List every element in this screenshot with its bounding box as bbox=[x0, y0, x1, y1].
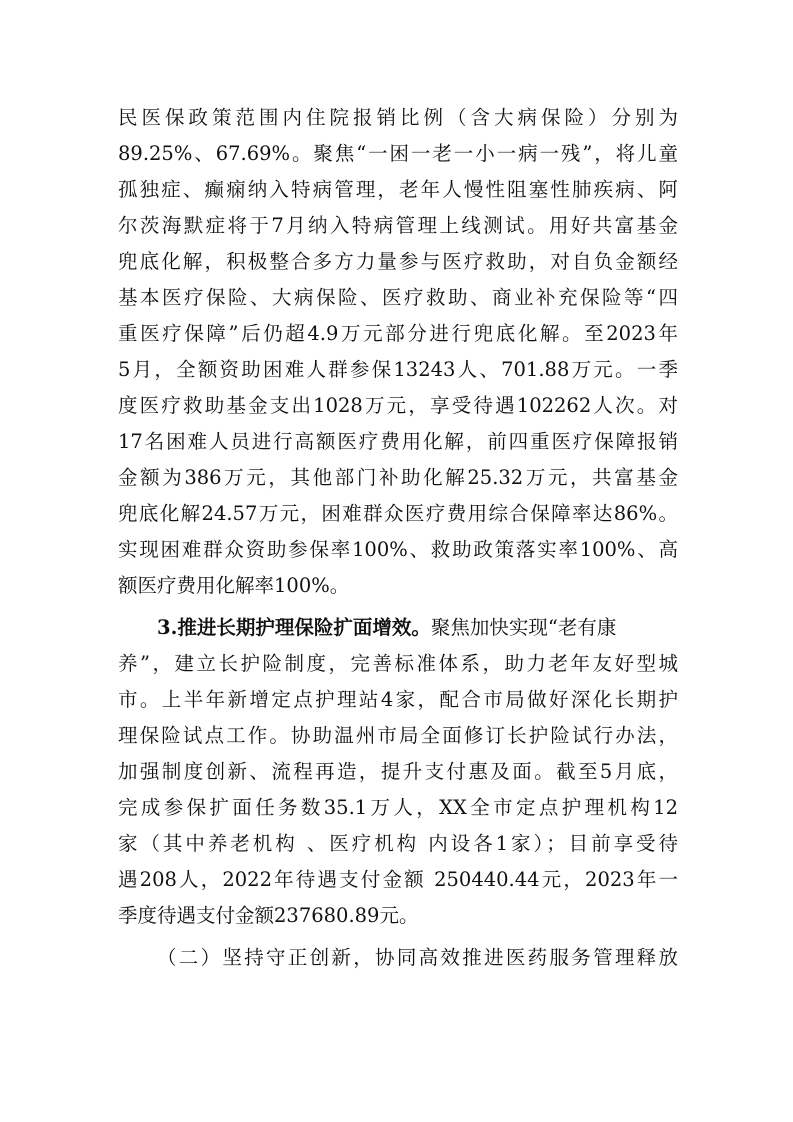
text-span: 聚焦加快实现“老有康 bbox=[430, 616, 617, 639]
paragraph-first-line bbox=[157, 616, 678, 640]
text-line: 民医保政策范围内住院报销比例（含大病保险）分别为 bbox=[118, 106, 678, 129]
section-heading: （二）坚持守正创新，协同高效推进医药服务管理释放 bbox=[157, 946, 678, 969]
text-line: 额医疗费用化解率100%。 bbox=[118, 574, 350, 597]
text-line: 实现困难群众资助参保率100%、救助政策落实率100%、高 bbox=[118, 538, 678, 561]
text-line: 季度待遇支付金额237680.89元。 bbox=[118, 904, 419, 927]
text-line: 17名困难人员进行高额医疗费用化解，前四重医疗保障报销 bbox=[118, 430, 678, 453]
text-line: 度医疗救助基金支出1028万元，享受待遇102262人次。对 bbox=[118, 394, 678, 417]
text-line: 完成参保扩面任务数35.1万人，XX全市定点护理机构12 bbox=[118, 796, 678, 819]
text-line: 市。上半年新增定点护理站4家，配合市局做好深化长期护 bbox=[118, 688, 678, 711]
text-line: 家（其中养老机构 、医疗机构 内设各1家）；目前享受待 bbox=[118, 832, 678, 855]
text-line: 养”，建立长护险制度，完善标准体系，助力老年友好型城 bbox=[118, 652, 678, 675]
text-line: 尔茨海默症将于7月纳入特病管理上线测试。用好共富基金 bbox=[118, 214, 678, 237]
text-line: 兜底化解，积极整合多方力量参与医疗救助，对自负金额经 bbox=[118, 250, 678, 273]
text-line: 89.25%、67.69%。聚焦“一困一老一小一病一残”，将儿童 bbox=[118, 142, 678, 165]
text-line: 基本医疗保险、大病保险、医疗救助、商业补充保险等“四 bbox=[118, 286, 678, 309]
text-line: 遇208人，2022年待遇支付金额 250440.44元，2023年一 bbox=[118, 868, 678, 891]
text-line: 加强制度创新、流程再造，提升支付惠及面。截至5月底， bbox=[118, 760, 678, 783]
text-line: 5月，全额资助困难人群参保13243人、701.88万元。一季 bbox=[118, 358, 678, 381]
subsection-heading: 3.推进长期护理保险扩面增效。 bbox=[157, 616, 431, 639]
text-line: 孤独症、癫痫纳入特病管理，老年人慢性阻塞性肺疾病、阿 bbox=[118, 178, 678, 201]
text-line: 金额为386万元，其他部门补助化解25.32万元，共富基金 bbox=[118, 466, 678, 489]
text-line: 理保险试点工作。协助温州市局全面修订长护险试行办法， bbox=[118, 724, 678, 747]
text-line: 兜底化解24.57万元，困难群众医疗费用综合保障率达86%。 bbox=[118, 502, 678, 525]
text-line: 重医疗保障”后仍超4.9万元部分进行兜底化解。至2023年 bbox=[118, 322, 678, 345]
